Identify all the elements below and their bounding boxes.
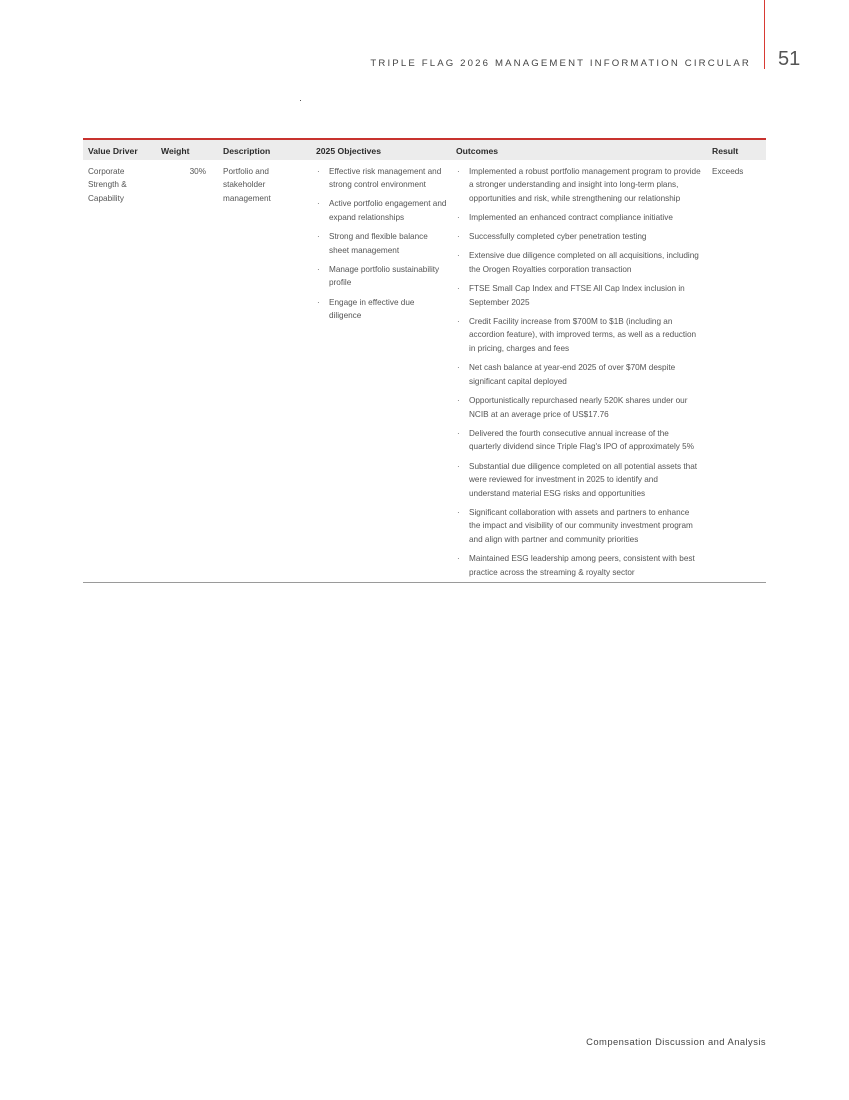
list-item: · Maintained ESG leadership among peers, consistent with best practice across the streaming & royalty sector: [456, 552, 701, 579]
cell-weight: 30%: [189, 166, 206, 176]
objectives-table: [83, 138, 766, 583]
col-header-value-driver: Value Driver: [83, 140, 158, 160]
list-item: · Engage in effective due diligence: [316, 296, 447, 323]
col-header-description: Description: [218, 140, 311, 160]
list-item: · Manage portfolio sustainability profile: [316, 263, 447, 290]
cell-value-driver: Corporate Strength & Capability: [88, 166, 127, 203]
cell-objectives: [311, 160, 451, 580]
stray-mark: [300, 100, 301, 101]
col-header-objectives: 2025 Objectives: [311, 140, 451, 160]
list-item: · Active portfolio engagement and expand relationships: [316, 197, 447, 224]
footer-section-title: Compensation Discussion and Analysis: [586, 1036, 766, 1047]
col-header-weight: Weight: [158, 140, 218, 160]
cell-outcomes: [451, 160, 707, 580]
table-header: [83, 140, 766, 160]
list-item: · Effective risk management and strong control environment: [316, 165, 447, 192]
list-item: · Substantial due diligence completed on all potential assets that were reviewed for investment in 2025 to identify and understand material ESG risks and opportunities: [456, 460, 701, 501]
list-item: · Credit Facility increase from $700M to $1B (including an accordion feature), with improved terms, as well as a reduction in pricing, charges and fees: [456, 315, 701, 356]
col-header-outcomes: Outcomes: [451, 140, 707, 160]
objectives-list: [316, 165, 447, 323]
page-number: 51: [778, 48, 801, 70]
list-item: · Implemented a robust portfolio management program to provide a stronger understanding and insight into long-term plans, opportunities and risk, while strengthening our relationship: [456, 165, 701, 206]
cell-description: Portfolio and stakeholder management: [223, 166, 271, 203]
header-accent-rule: [764, 0, 765, 69]
table-row: [83, 160, 766, 580]
circular-title: TRIPLE FLAG 2026 MANAGEMENT INFORMATION CIRCULAR: [370, 58, 751, 69]
list-item: · FTSE Small Cap Index and FTSE All Cap Index inclusion in September 2025: [456, 282, 701, 309]
col-header-result: Result: [707, 140, 766, 160]
list-item: · Strong and flexible balance sheet management: [316, 230, 447, 257]
list-item: · Net cash balance at year-end 2025 of over $70M despite significant capital deployed: [456, 361, 701, 388]
cell-result: Exceeds: [712, 166, 744, 176]
list-item: · Successfully completed cyber penetration testing: [456, 230, 701, 244]
outcomes-list: [456, 165, 701, 580]
list-item: · Implemented an enhanced contract compliance initiative: [456, 211, 701, 225]
table-bottom-rule: [83, 582, 766, 583]
list-item: · Significant collaboration with assets and partners to enhance the impact and visibility of our community investment program and align with partner and community priorities: [456, 506, 701, 547]
list-item: · Extensive due diligence completed on all acquisitions, including the Orogen Royalties corporation transaction: [456, 249, 701, 276]
list-item: · Opportunistically repurchased nearly 520K shares under our NCIB at an average price of US$17.76: [456, 394, 701, 421]
list-item: · Delivered the fourth consecutive annual increase of the quarterly dividend since Triple Flag's IPO of approximately 5%: [456, 427, 701, 454]
